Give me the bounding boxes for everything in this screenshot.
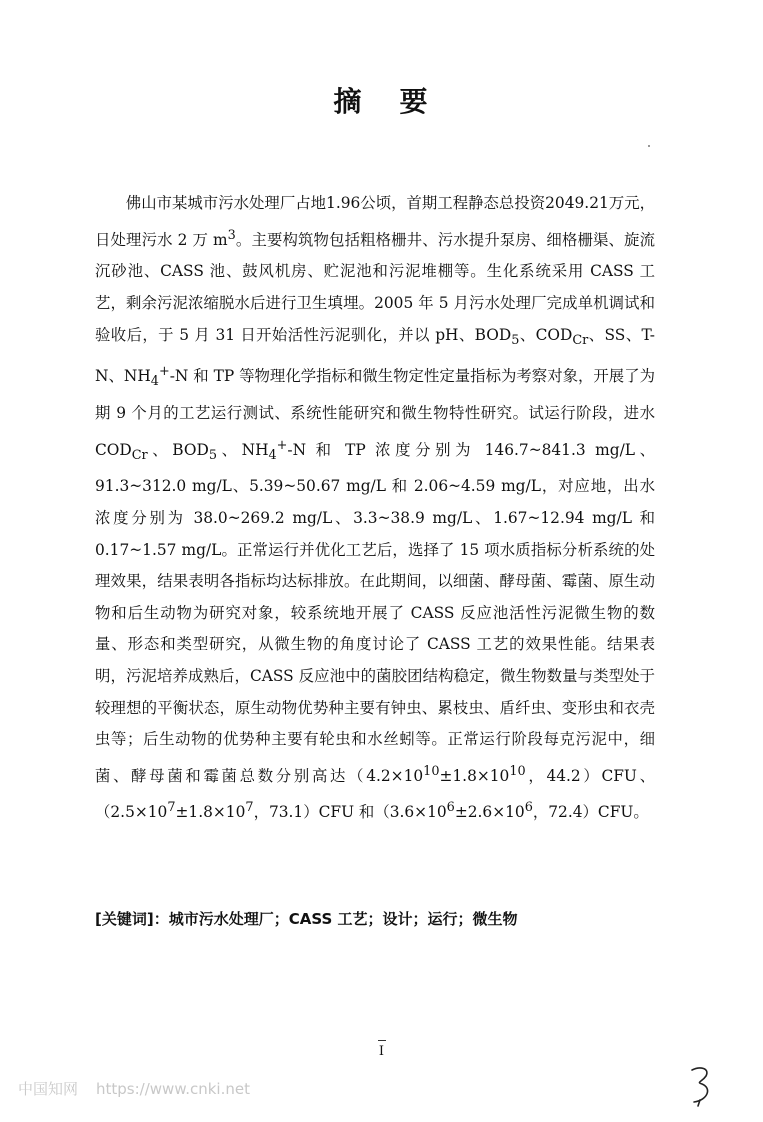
- page-title: [0, 80, 763, 120]
- page-number: [0, 1040, 763, 1059]
- abstract-paragraph: 佛山市某城市污水处理厂占地1.96公顷，首期工程静态总投资2049.21万元，日处理污水 2 万 $m^3$。主要构筑物包括粗格栅井、污水提升泵房、细格栅渠、旋流沉砂池、CASS 池、鼓风机房、贮泥池和污泥堆棚等。生化系统采用 CASS 工艺，剩余污泥浓缩脱水后进行卫生填埋。2005 年 5 月污水处理厂完成单机调试和验收后，于 5 月 31 日开始活性污泥驯化，并以 pH、$BOD_5$、$COD_{Cr}$、SS、T-N、$NH_4^+-N$ 和 TP 等物理化学指标和微生物定性定量指标为考察对象，开展了为期 9 个月的工艺运行测试、系统性能研究和微生物特性研究。试运行阶段，进水 $COD_{Cr}$、$BOD_5$、$NH_4^+-N$ 和 TP 浓度分别为 146.7~841.3 mg/L、91.3~312.0 mg/L、5.39~50.67 mg/L 和 2.06~4.59 mg/L，对应地，出水浓度分别为 38.0~269.2 mg/L、3.3~38.9 mg/L、1.67~12.94 mg/L 和 0.17~1.57 mg/L。正常运行并优化工艺后，选择了 15 项水质指标分析系统的处理效果，结果表明各指标均达标排放。在此期间，以细菌、酵母菌、霉菌、原生动物和后生动物为研究对象，较系统地开展了 CASS 反应池活性污泥微生物的数量、形态和类型研究，从微生物的角度讨论了 CASS 工艺的效果性能。结果表明，污泥培养成熟后，CASS 反应池中的菌胶团结构稳定，微生物数量与类型处于较理想的平衡状态，原生动物优势种主要有钟虫、累枝虫、盾纤虫、变形虫和衣壳虫等；后生动物的优势种主要有轮虫和水丝蚓等。正常运行阶段每克污泥中，细菌、酵母菌和霉菌总数分别高达（$4.2\times 10^{10}\pm 1.8\times 10^{10}$，44.2）CFU、（$2.5\times 10^7\pm 1.8\times 10^7$，73.1）CFU 和（$3.6\times 10^6\pm 2.6\times 10^6$，72.4）CFU。: [95, 194, 656, 822]
- scan-speck: [648, 145, 650, 147]
- page-number-bar: [378, 1040, 386, 1041]
- handwritten-mark-icon: [686, 1064, 720, 1108]
- watermark-brand: 中国知网: [18, 1080, 79, 1098]
- page-number-text: I: [378, 1044, 385, 1059]
- abstract-body: [95, 188, 655, 829]
- title-char-1: 摘: [333, 85, 364, 118]
- keywords-line: [关键词]：城市污水处理厂；CASS 工艺；设计；运行；微生物: [95, 910, 518, 928]
- watermark-url: https://www.cnki.net: [96, 1080, 250, 1098]
- title-char-2: 要: [399, 85, 430, 118]
- cnki-watermark: [18, 1078, 250, 1099]
